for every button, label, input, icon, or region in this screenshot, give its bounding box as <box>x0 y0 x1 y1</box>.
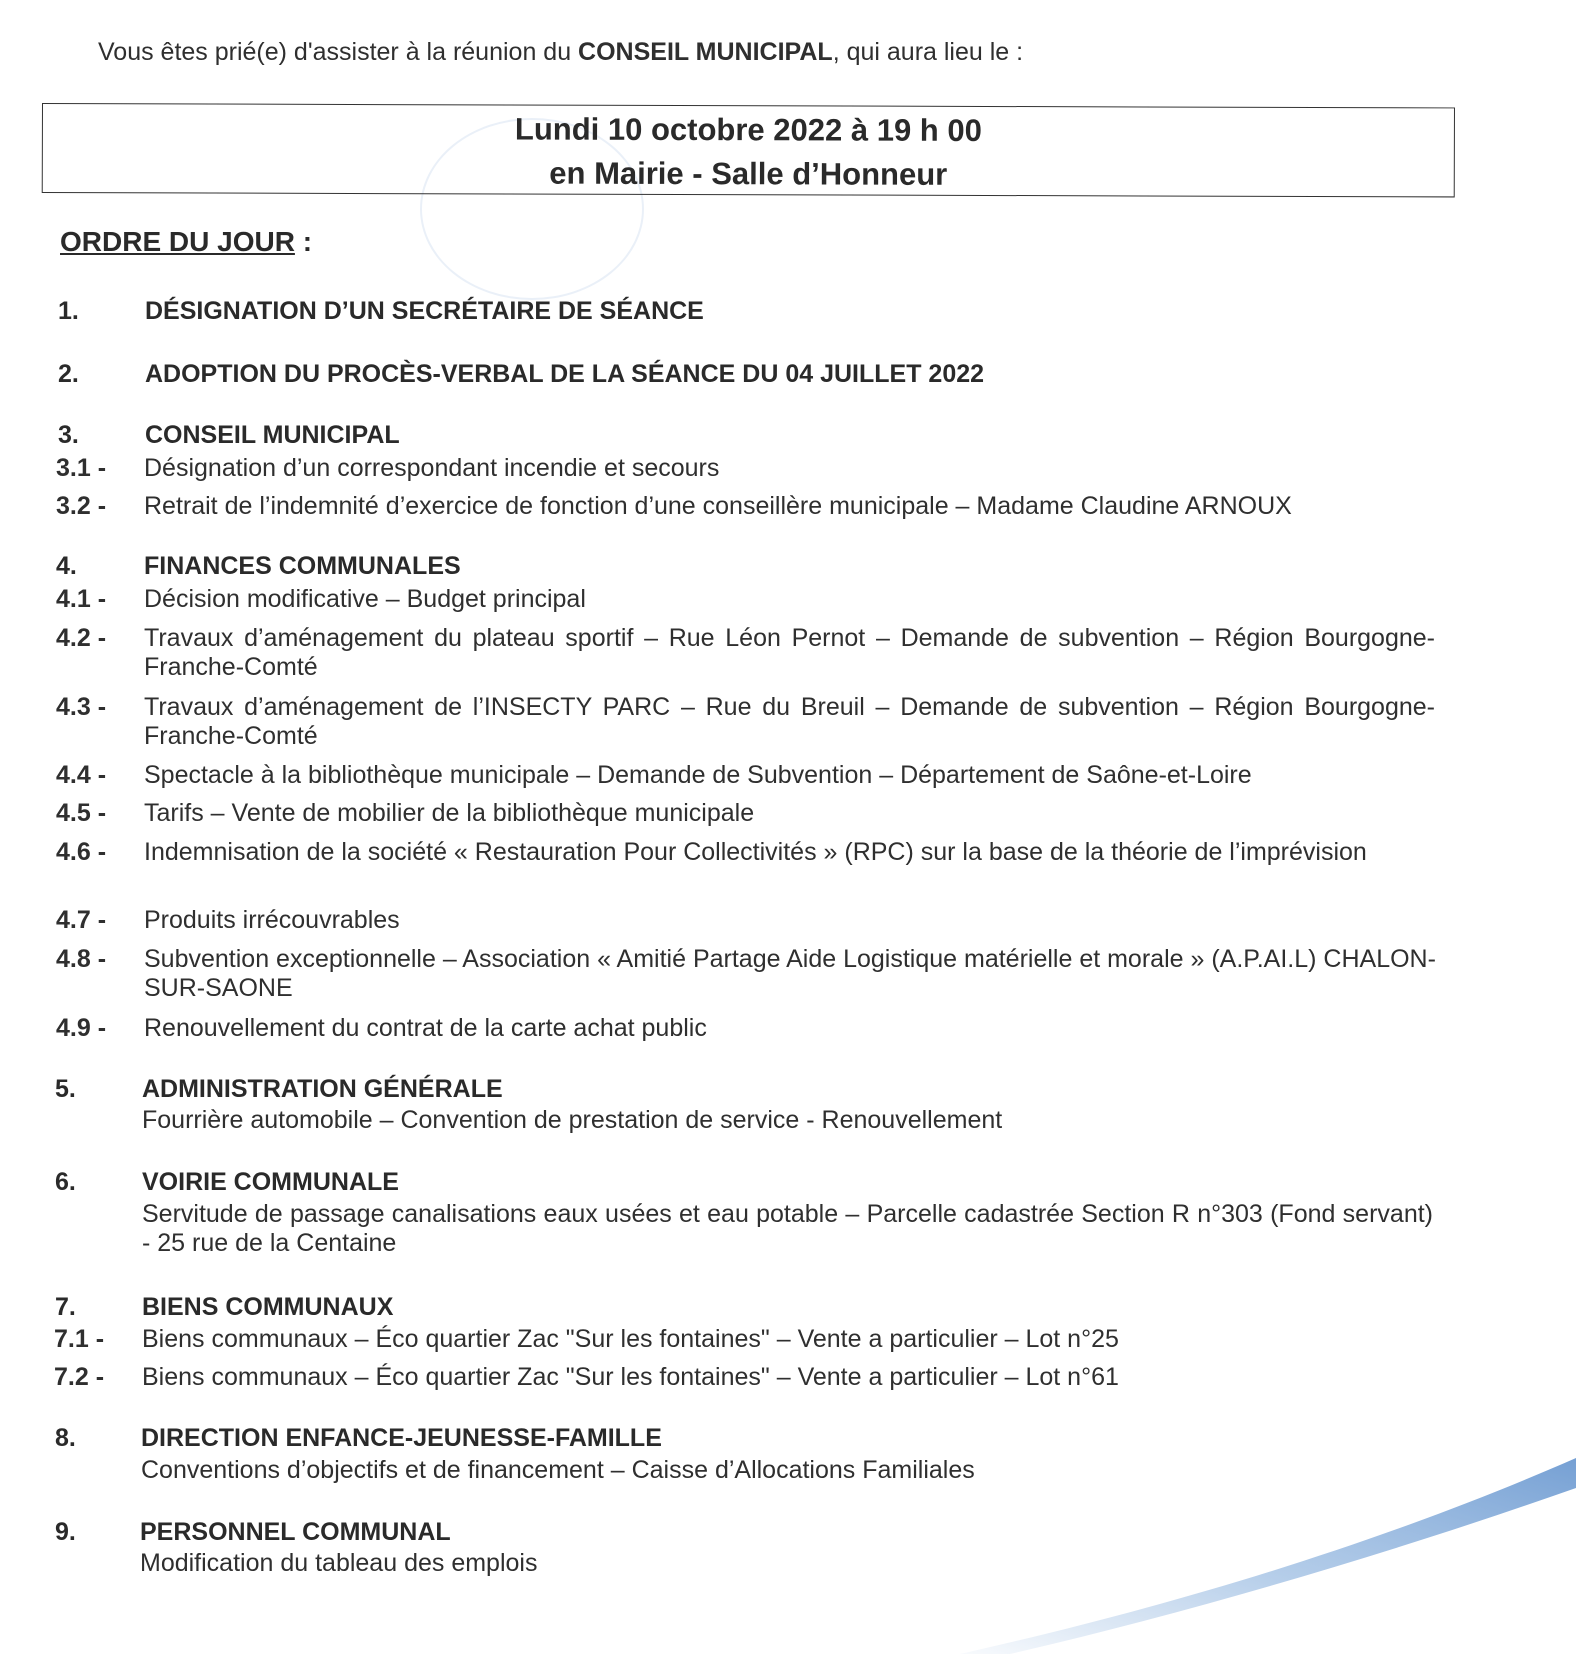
item-text: Désignation d’un correspondant incendie et secours <box>144 454 720 482</box>
intro-prefix: Vous êtes prié(e) d'assister à la réunion du <box>98 38 579 66</box>
section-title: DIRECTION ENFANCE-JEUNESSE-FAMILLE <box>141 1424 662 1452</box>
section-text: Conventions d’objectifs et de financement – Caisse d’Allocations Familiales <box>141 1456 975 1484</box>
item-text: Retrait de l’indemnité d’exercice de fonction d’une conseillère municipale – Madame Claudine ARNOUX <box>144 492 1292 520</box>
section-title: ADOPTION DU PROCÈS-VERBAL DE LA SÉANCE DU 04 JUILLET 2022 <box>145 360 985 388</box>
intro-strong: CONSEIL MUNICIPAL <box>578 38 833 66</box>
section-number: 3. <box>58 421 79 449</box>
agenda-title-suffix: : <box>294 226 313 257</box>
item-text: Renouvellement du contrat de la carte achat public <box>144 1014 707 1042</box>
section-number: 9. <box>55 1518 76 1546</box>
section-title: BIENS COMMUNAUX <box>142 1293 394 1321</box>
item-text: Tarifs – Vente de mobilier de la bibliothèque municipale <box>144 799 755 827</box>
item-text: Produits irrécouvrables <box>144 906 400 934</box>
meeting-date: Lundi 10 octobre 2022 à 19 h 00 <box>514 111 982 148</box>
section-number: 6. <box>55 1168 76 1196</box>
item-number: 4.7 - <box>56 906 107 934</box>
item-text: Spectacle à la bibliothèque municipale – Demande de Subvention – Département de Saône-et-Loire <box>144 761 1252 789</box>
section-number: 4. <box>56 552 77 580</box>
meeting-place: en Mairie - Salle d’Honneur <box>549 155 948 192</box>
item-text: Indemnisation de la société « Restauration Pour Collectivités » (RPC) sur la base de la théorie de l’imprévision <box>144 838 1367 866</box>
item-text: Travaux d’aménagement de l’INSECTY PARC – Rue du Breuil – Demande de subvention – Région Bourgogne-Franche-Comté <box>144 693 1435 750</box>
section-title: CONSEIL MUNICIPAL <box>145 421 400 449</box>
section-text: Modification du tableau des emplois <box>140 1549 538 1577</box>
item-number: 3.2 - <box>56 492 107 520</box>
section-title: ADMINISTRATION GÉNÉRALE <box>142 1075 503 1103</box>
item-text: Biens communaux – Éco quartier Zac "Sur les fontaines" – Vente a particulier – Lot n°61 <box>142 1363 1119 1391</box>
item-number: 4.6 - <box>56 838 107 866</box>
section-number: 7. <box>55 1293 76 1321</box>
section-title: DÉSIGNATION D’UN SECRÉTAIRE DE SÉANCE <box>145 297 704 325</box>
meeting-box <box>42 103 1455 197</box>
item-number: 4.2 - <box>56 624 107 652</box>
item-number: 4.3 - <box>56 693 107 721</box>
item-text: Subvention exceptionnelle – Association « Amitié Partage Aide Logistique matérielle et morale » (A.P.AI.L) CHALON-SUR-SAONE <box>144 945 1436 1002</box>
item-text: Travaux d’aménagement du plateau sportif – Rue Léon Pernot – Demande de subvention – Région Bourgogne-Franche-Comté <box>144 624 1435 681</box>
item-number: 3.1 - <box>56 454 107 482</box>
intro-sentence <box>98 38 1023 67</box>
item-number: 7.1 - <box>54 1325 105 1353</box>
agenda-title-text: ORDRE DU JOUR <box>60 226 295 257</box>
section-number: 5. <box>55 1075 76 1103</box>
item-number: 4.9 - <box>56 1014 107 1042</box>
item-number: 4.8 - <box>56 945 107 973</box>
item-text: Biens communaux – Éco quartier Zac "Sur les fontaines" – Vente a particulier – Lot n°25 <box>142 1325 1119 1353</box>
decorative-swoosh <box>900 1440 1576 1654</box>
item-text: Décision modificative – Budget principal <box>144 585 586 613</box>
section-text: Fourrière automobile – Convention de prestation de service - Renouvellement <box>142 1106 1003 1134</box>
item-number: 4.5 - <box>56 799 107 827</box>
section-text: Servitude de passage canalisations eaux usées et eau potable – Parcelle cadastrée Section R n°303 (Fond servant) - 25 rue de la Centaine <box>142 1200 1433 1257</box>
section-title: PERSONNEL COMMUNAL <box>140 1518 451 1546</box>
section-title: FINANCES COMMUNALES <box>144 552 461 580</box>
section-title: VOIRIE COMMUNALE <box>142 1168 399 1196</box>
section-number: 8. <box>55 1424 76 1452</box>
section-number: 2. <box>58 360 79 388</box>
agenda-title <box>60 226 312 258</box>
item-number: 4.1 - <box>56 585 107 613</box>
item-number: 7.2 - <box>54 1363 105 1391</box>
item-number: 4.4 - <box>56 761 107 789</box>
intro-suffix: , qui aura lieu le : <box>832 38 1024 66</box>
section-number: 1. <box>58 297 79 325</box>
